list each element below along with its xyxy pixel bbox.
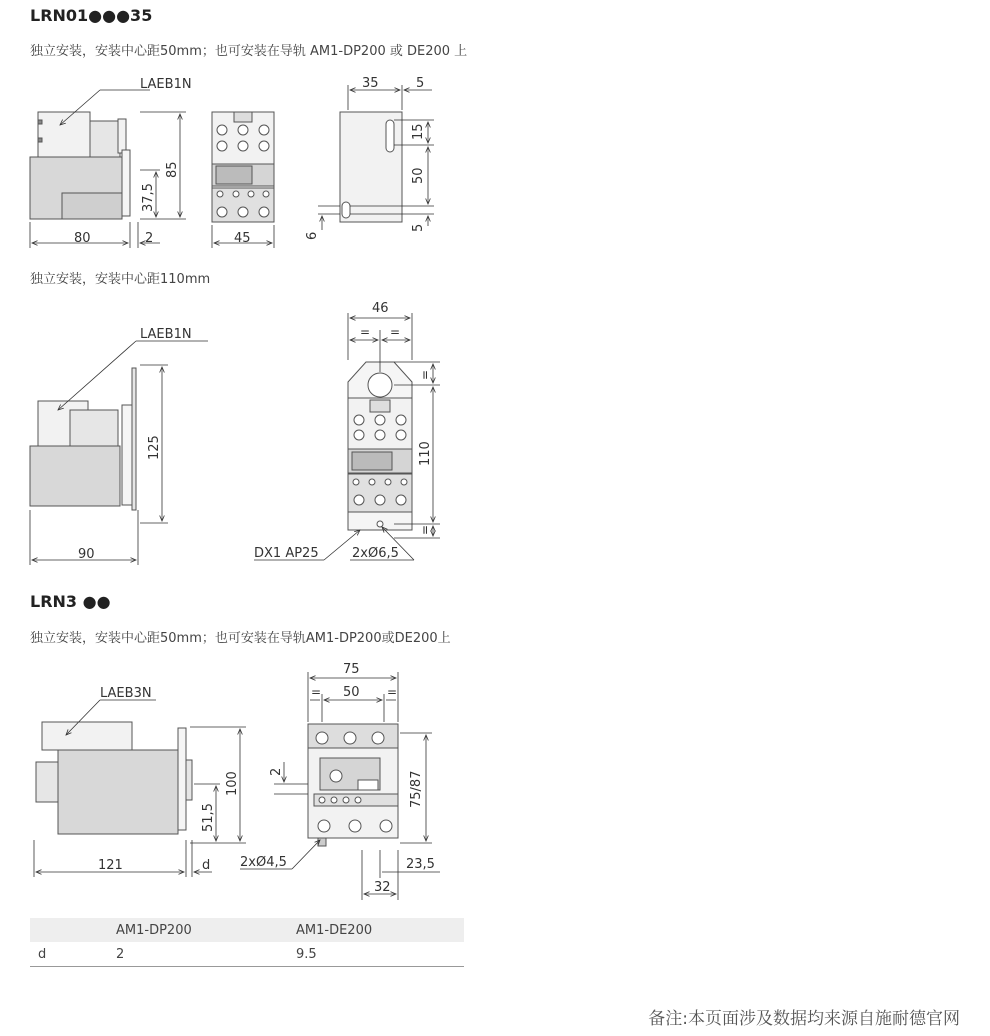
s2-height-label: 125 [147,435,162,460]
s2-height2-label: 110 [418,441,433,466]
s1-d2-label: 50 [411,167,426,184]
s1-side-view [30,112,130,219]
table-header-cell: AM1-DE200 [288,918,464,942]
section1-desc: 独立安装，安装中心距50mm；也可安装在导轨 AM1-DP200 或 DE200 上 [30,44,468,59]
section1-title: LRN01●●●35 [30,6,153,25]
s3-part-label: LAEB3N [100,686,152,701]
s3-top-width-label: 75 [343,662,360,677]
s1-d4-label: 6 [305,231,320,240]
s3-eq-right: = [387,685,398,699]
s2-mount-label: DX1 AP25 [254,546,319,561]
s1-d1-label: 15 [411,123,426,140]
s3-eq-left: = [311,685,322,699]
s1-rear-top-label: 35 [362,76,379,91]
s3-holes-label: 2xØ4,5 [240,855,287,870]
table-cell: d [30,942,108,967]
s2-top-width-label: 46 [372,301,389,316]
s1-height2-label: 37,5 [141,183,156,212]
s2-eq-left: = [360,325,371,339]
s1-rear-view [340,112,402,222]
s1-part-label: LAEB1N [140,77,192,92]
s3-bottom-width-label: 32 [374,880,391,895]
s3-front-view [308,724,398,846]
table-header-cell [30,918,108,942]
table-cell: 2 [108,942,288,967]
s2-eq-top: = [418,369,432,380]
table-header-cell: AM1-DP200 [108,918,288,942]
s3-side-label: 75/87 [409,770,424,808]
s1-width-label: 80 [74,231,91,246]
table-cell: 9.5 [288,942,464,967]
s3-right-label: 23,5 [406,857,435,872]
s2-part-label: LAEB1N [140,327,192,342]
s3-d-label: d [202,858,211,873]
s3-side-view [36,722,192,834]
s1-front-view [212,112,274,222]
rail-dimension-table [30,918,464,967]
s2-eq-right: = [390,325,401,339]
s2-eq-bottom: = [418,524,432,535]
s1-front-width-label: 45 [234,231,251,246]
table-row [30,942,464,967]
s2-side-view [30,368,136,510]
s3-height2-label: 51,5 [201,803,216,832]
section3-title: LRN3 ●● [30,592,111,611]
s1-rear-gap-label: 5 [416,76,425,91]
section3-desc: 独立安装，安装中心距50mm；也可安装在导轨AM1-DP200或DE200上 [30,631,451,646]
s3-inner-width-label: 50 [343,685,360,700]
s3-width-label: 121 [98,858,123,873]
s1-height-label: 85 [165,161,180,178]
s3-gap-label: 2 [269,767,284,776]
table-header-row [30,918,464,942]
source-footnote: 备注:本页面涉及数据均来源自施耐德官网 [648,1009,960,1029]
s1-d3-label: 5 [411,223,426,232]
s2-width-label: 90 [78,547,95,562]
s3-height-label: 100 [225,771,240,796]
section2-desc: 独立安装，安装中心距110mm [30,272,211,287]
s1-gap-label: 2 [145,231,154,246]
s2-front-view [348,362,412,530]
s2-holes-label: 2xØ6,5 [352,546,399,561]
